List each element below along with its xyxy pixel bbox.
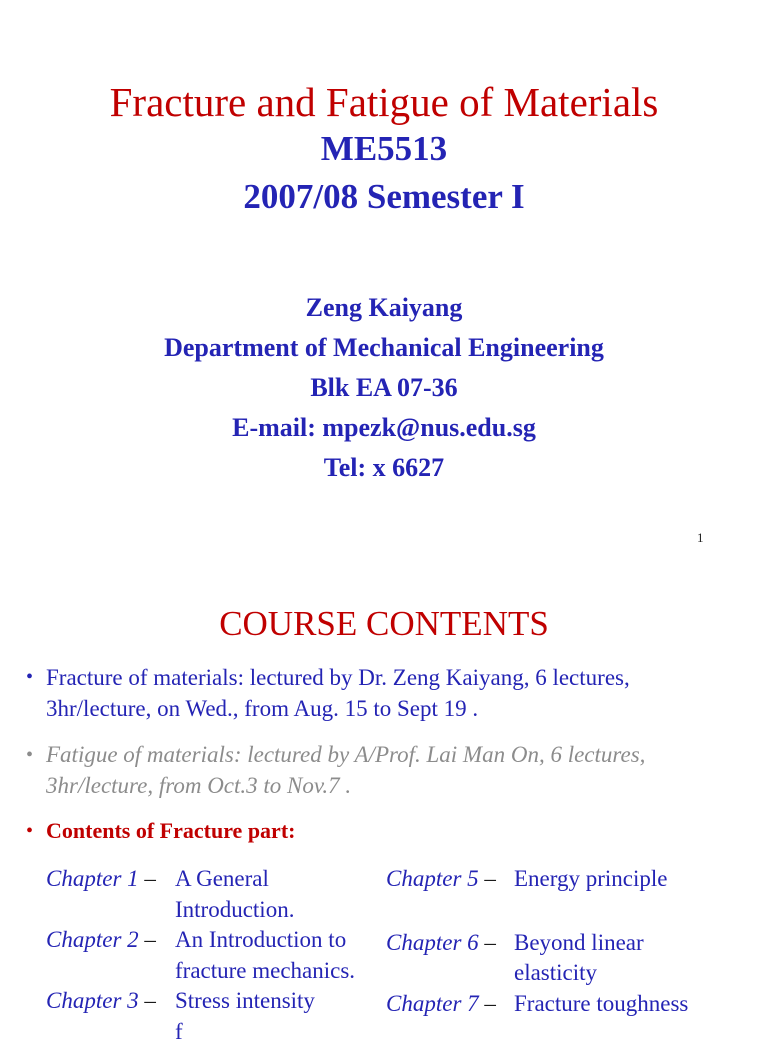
department: Department of Mechanical Engineering (164, 333, 604, 362)
chapter-label: Chapter 7 (386, 991, 479, 1016)
bullet-heading-text: Contents of Fracture part (46, 818, 289, 843)
chapter-dash: – (144, 988, 156, 1013)
chapter-label: Chapter 2 (46, 927, 139, 952)
bullet-line: Fracture of materials: lectured by Dr. Zeng Kaiyang, 6 lectures, (46, 665, 630, 690)
chapter-label: Chapter 1 (46, 866, 139, 891)
chapter-7 (386, 988, 496, 1019)
office-location: Blk EA 07-36 (310, 373, 458, 402)
page-number: 1 (697, 530, 704, 545)
chapter-title: Fracture toughness (514, 991, 689, 1016)
chapter-label: Chapter 3 (46, 988, 139, 1013)
bullet-glyph: • (26, 744, 34, 766)
chapter-label: Chapter 5 (386, 866, 479, 891)
chapter-1 (46, 863, 156, 894)
course-contents-title: COURSE CONTENTS (219, 604, 549, 643)
bullet-heading-colon: : (288, 818, 296, 843)
telephone: Tel: x 6627 (323, 453, 445, 482)
email: E-mail: mpezk@nus.edu.sg (232, 413, 536, 442)
bullet-line: 3hr/lecture, from Oct.3 to Nov.7 . (46, 773, 352, 798)
semester: 2007/08 Semester I (243, 177, 525, 216)
chapter-title: Introduction. (175, 897, 295, 922)
chapter-dash: – (484, 991, 496, 1016)
chapter-dash: – (144, 866, 156, 891)
course-code: ME5513 (320, 129, 448, 168)
chapter-title: Energy principle (514, 866, 668, 891)
chapter-title: f (175, 1019, 183, 1044)
bullet-line: Fatigue of materials: lectured by A/Prof. Lai Man On, 6 lectures, (46, 742, 646, 767)
chapter-title: An Introduction to (175, 927, 347, 952)
chapter-title: Stress intensity (175, 988, 315, 1013)
chapter-3 (46, 985, 156, 1016)
chapter-6 (386, 927, 496, 958)
bullet-glyph: • (26, 666, 34, 688)
chapter-title: elasticity (514, 960, 598, 985)
bullet-heading (46, 815, 295, 847)
chapter-dash: – (144, 927, 156, 952)
chapter-label: Chapter 6 (386, 930, 479, 955)
chapter-dash: – (484, 866, 496, 891)
lecturer-name: Zeng Kaiyang (305, 293, 463, 322)
slide-title: Fracture and Fatigue of Materials (109, 79, 659, 125)
chapter-dash: – (484, 930, 496, 955)
chapter-5 (386, 863, 496, 894)
chapter-title: Beyond linear (514, 930, 644, 955)
bullet-glyph: • (26, 820, 34, 842)
chapter-title: A General (175, 866, 269, 891)
chapter-2 (46, 924, 156, 955)
bullet-line: 3hr/lecture, on Wed., from Aug. 15 to Sept 19 . (46, 696, 479, 721)
chapter-title: fracture mechanics. (175, 958, 356, 983)
